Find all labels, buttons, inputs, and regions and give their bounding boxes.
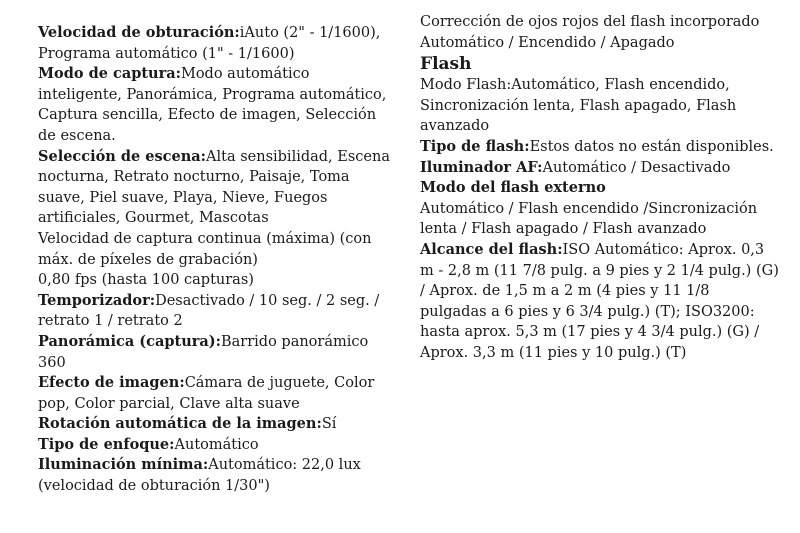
- spec-image-effect: [38, 373, 394, 414]
- spec-value: iAuto (2" - 1/1600), Programa automático (1" - 1/1600): [38, 25, 381, 62]
- spec-label: Modo de captura:: [38, 65, 181, 83]
- spec-value: ISO Automático: Aprox. 0,3 m - 2,8 m (11 7/8 pulg. a 9 pies y 2 1/4 pulg.) (G) / Aprox. de 1,5 m a 2 m (4 pies y 11 1/8 pulgadas a 6 pies y 6 3/4 pulg.) (T); ISO3200: hasta aprox. 5,3 m (17 pies y 4 3/4 pulg.) (G) / Aprox. 3,3 m (11 pies y 10 pulg.) (T): [420, 241, 779, 361]
- spec-shutter-speed: [38, 23, 394, 64]
- spec-label: Tipo de enfoque:: [38, 435, 175, 453]
- spec-value: Barrido panorámico 360: [38, 333, 369, 371]
- spec-label: Panorámica (captura):: [38, 332, 221, 350]
- spec-value: 0,80 fps (hasta 100 capturas): [38, 272, 254, 289]
- spec-focus-type: [38, 435, 394, 456]
- flash-heading: Flash: [420, 54, 472, 75]
- spec-label: Selección de escena:: [38, 147, 207, 165]
- spec-capture-mode: [38, 64, 394, 146]
- spec-label: Rotación automática de la imagen:: [38, 415, 322, 433]
- spec-label: Modo del flash externo: [420, 179, 606, 197]
- spec-label: Velocidad de obturación:: [38, 24, 240, 41]
- spec-value: Desactivado / 10 seg. / 2 seg. / retrato 1 / retrato 2: [38, 292, 380, 330]
- spec-value: Velocidad de captura continua (máxima) (con máx. de píxeles de grabación): [38, 230, 372, 268]
- spec-flash-type: [420, 137, 780, 158]
- spec-value: Automático: [174, 436, 259, 453]
- spec-panorama: [38, 332, 394, 373]
- spec-value: Cámara de juguete, Color pop, Color parcial, Clave alta suave: [38, 375, 375, 412]
- spec-scene-selection: [38, 147, 394, 229]
- spec-flash-range: [420, 240, 780, 364]
- spec-value: Automático: 22,0 lux (velocidad de obturación 1/30"): [38, 457, 361, 495]
- spec-label: Tipo de flash:: [420, 137, 530, 155]
- spec-label: Temporizador:: [38, 291, 156, 309]
- spec-min-illumination: [38, 455, 394, 496]
- flash-mode: Modo Flash:Automático, Flash encendido, Sincronización lenta, Flash apagado, Flash avanzado: [420, 77, 737, 135]
- spec-label: Efecto de imagen:: [38, 374, 185, 392]
- spec-self-timer: [38, 291, 394, 332]
- spec-value: Estos datos no están disponibles.: [529, 138, 774, 155]
- spec-continuous-speed: [38, 229, 394, 270]
- spec-auto-rotation: [38, 414, 394, 435]
- spec-value: Automático / Desactivado: [542, 159, 731, 176]
- spec-label: Iluminador AF:: [420, 158, 543, 176]
- external-flash-label: [420, 178, 780, 199]
- right-column: [420, 12, 780, 364]
- spec-label: Iluminación mínima:: [38, 456, 209, 474]
- spec-label: Alcance del flash:: [420, 240, 563, 258]
- external-flash-value: Automático / Flash encendido /Sincronización lenta / Flash apagado / Flash avanzado: [420, 200, 758, 238]
- spec-af-illuminator: [420, 158, 780, 179]
- spec-value: Sí: [321, 416, 337, 433]
- spec-continuous-speed-value: [38, 270, 394, 291]
- red-eye-title: Corrección de ojos rojos del flash incorporado: [420, 14, 760, 30]
- red-eye-value: Automático / Encendido / Apagado: [420, 34, 675, 51]
- left-column: [38, 23, 394, 497]
- spec-value: Modo automático inteligente, Panorámica, Programa automático, Captura sencilla, Efecto de imagen, Selección de escena.: [38, 66, 387, 144]
- spec-value: Alta sensibilidad, Escena nocturna, Retrato nocturno, Paisaje, Toma suave, Piel suave, Playa, Nieve, Fuegos artificiales, Gourmet, Mascotas: [38, 148, 390, 227]
